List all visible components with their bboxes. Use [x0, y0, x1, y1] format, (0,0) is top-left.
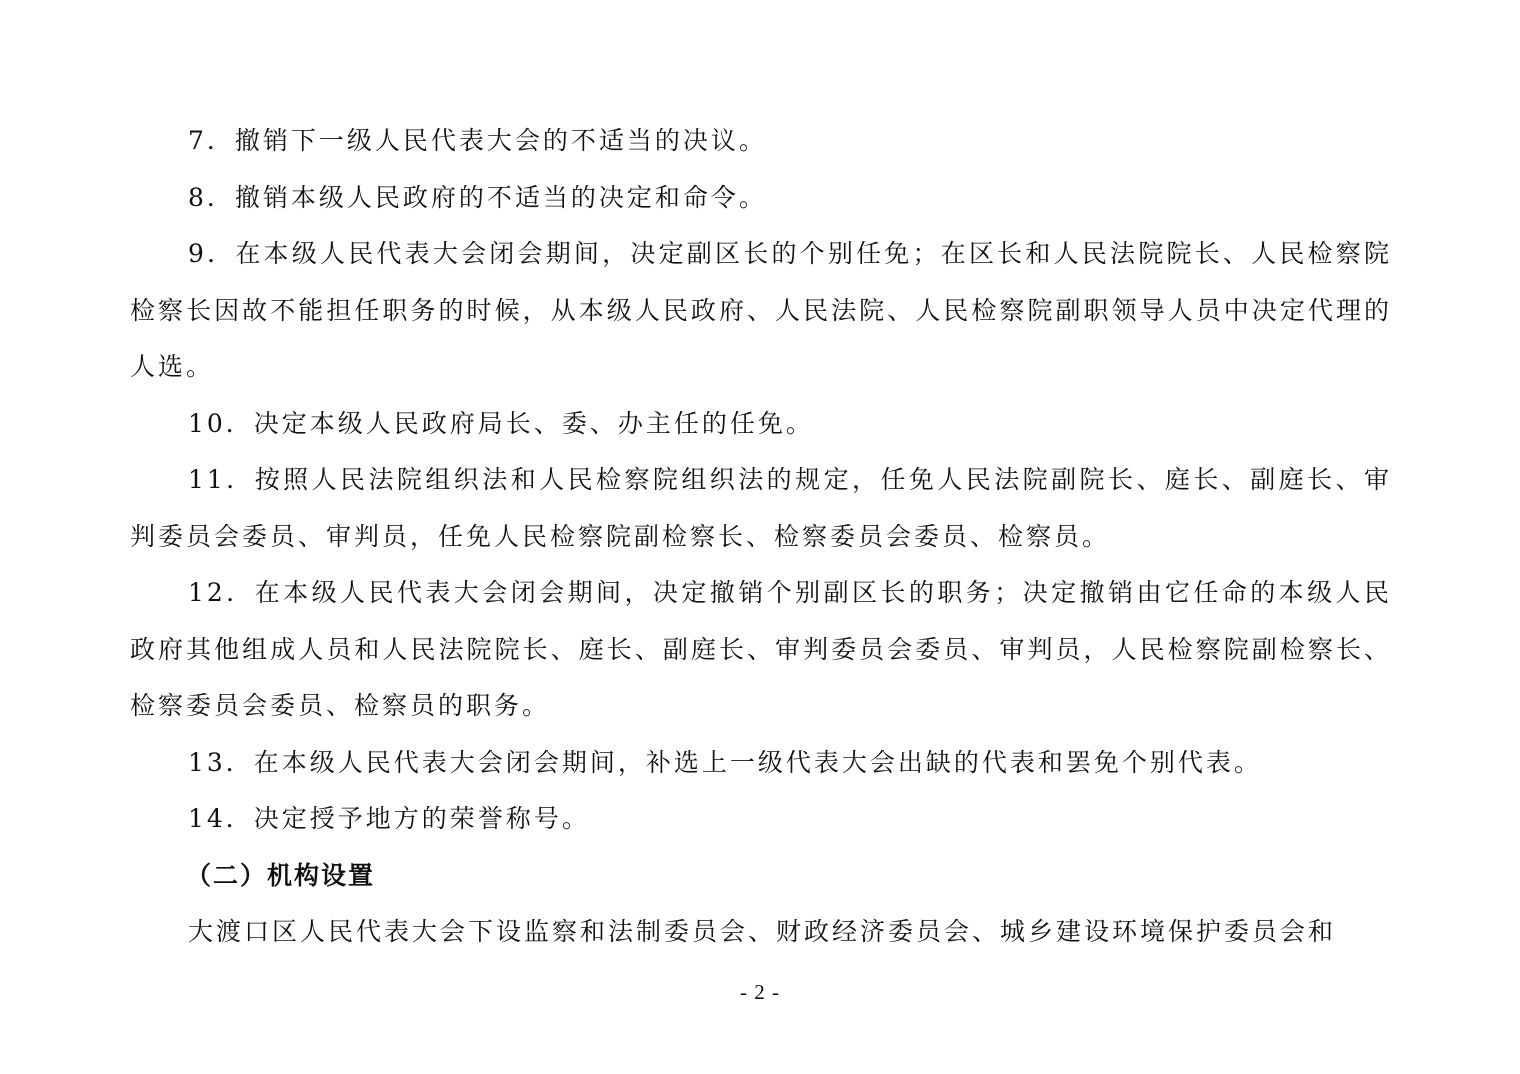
list-item-14: 14．决定授予地方的荣誉称号。: [188, 804, 590, 833]
document-body: [130, 113, 1392, 961]
section-heading: （二）机构设置: [186, 860, 376, 890]
page-number: - 2 -: [740, 980, 780, 1004]
list-item-12: 12．在本级人民代表大会闭会期间，决定撤销个别副区长的职务；决定撤销由它任命的本级人民政府其他组成人员和人民法院院长、庭长、副庭长、审判委员会委员、审判员，人民检察院副检察长、检察委员会委员、检察员的职务。: [130, 578, 1392, 720]
section-paragraph: 大渡口区人民代表大会下设监察和法制委员会、财政经济委员会、城乡建设环境保护委员会和: [188, 917, 1337, 946]
list-item-9: 9．在本级人民代表大会闭会期间，决定副区长的个别任免；在区长和人民法院院长、人民检察院检察长因故不能担任职务的时候，从本级人民政府、人民法院、人民检察院副职领导人员中决定代理的人选。: [130, 239, 1392, 381]
list-item-10: 10．决定本级人民政府局长、委、办主任的任免。: [188, 408, 814, 438]
list-item-7: 7．撤销下一级人民代表大会的不适当的决议。: [188, 126, 767, 155]
list-item-13: 13．在本级人民代表大会闭会期间，补选上一级代表大会出缺的代表和罢免个别代表。: [188, 747, 1262, 777]
list-item-11: 11．按照人民法院组织法和人民检察院组织法的规定，任免人民法院副院长、庭长、副庭长、审判委员会委员、审判员，任免人民检察院副检察长、检察委员会委员、检察员。: [130, 465, 1392, 551]
list-item-8: 8．撤销本级人民政府的不适当的决定和命令。: [188, 182, 767, 212]
